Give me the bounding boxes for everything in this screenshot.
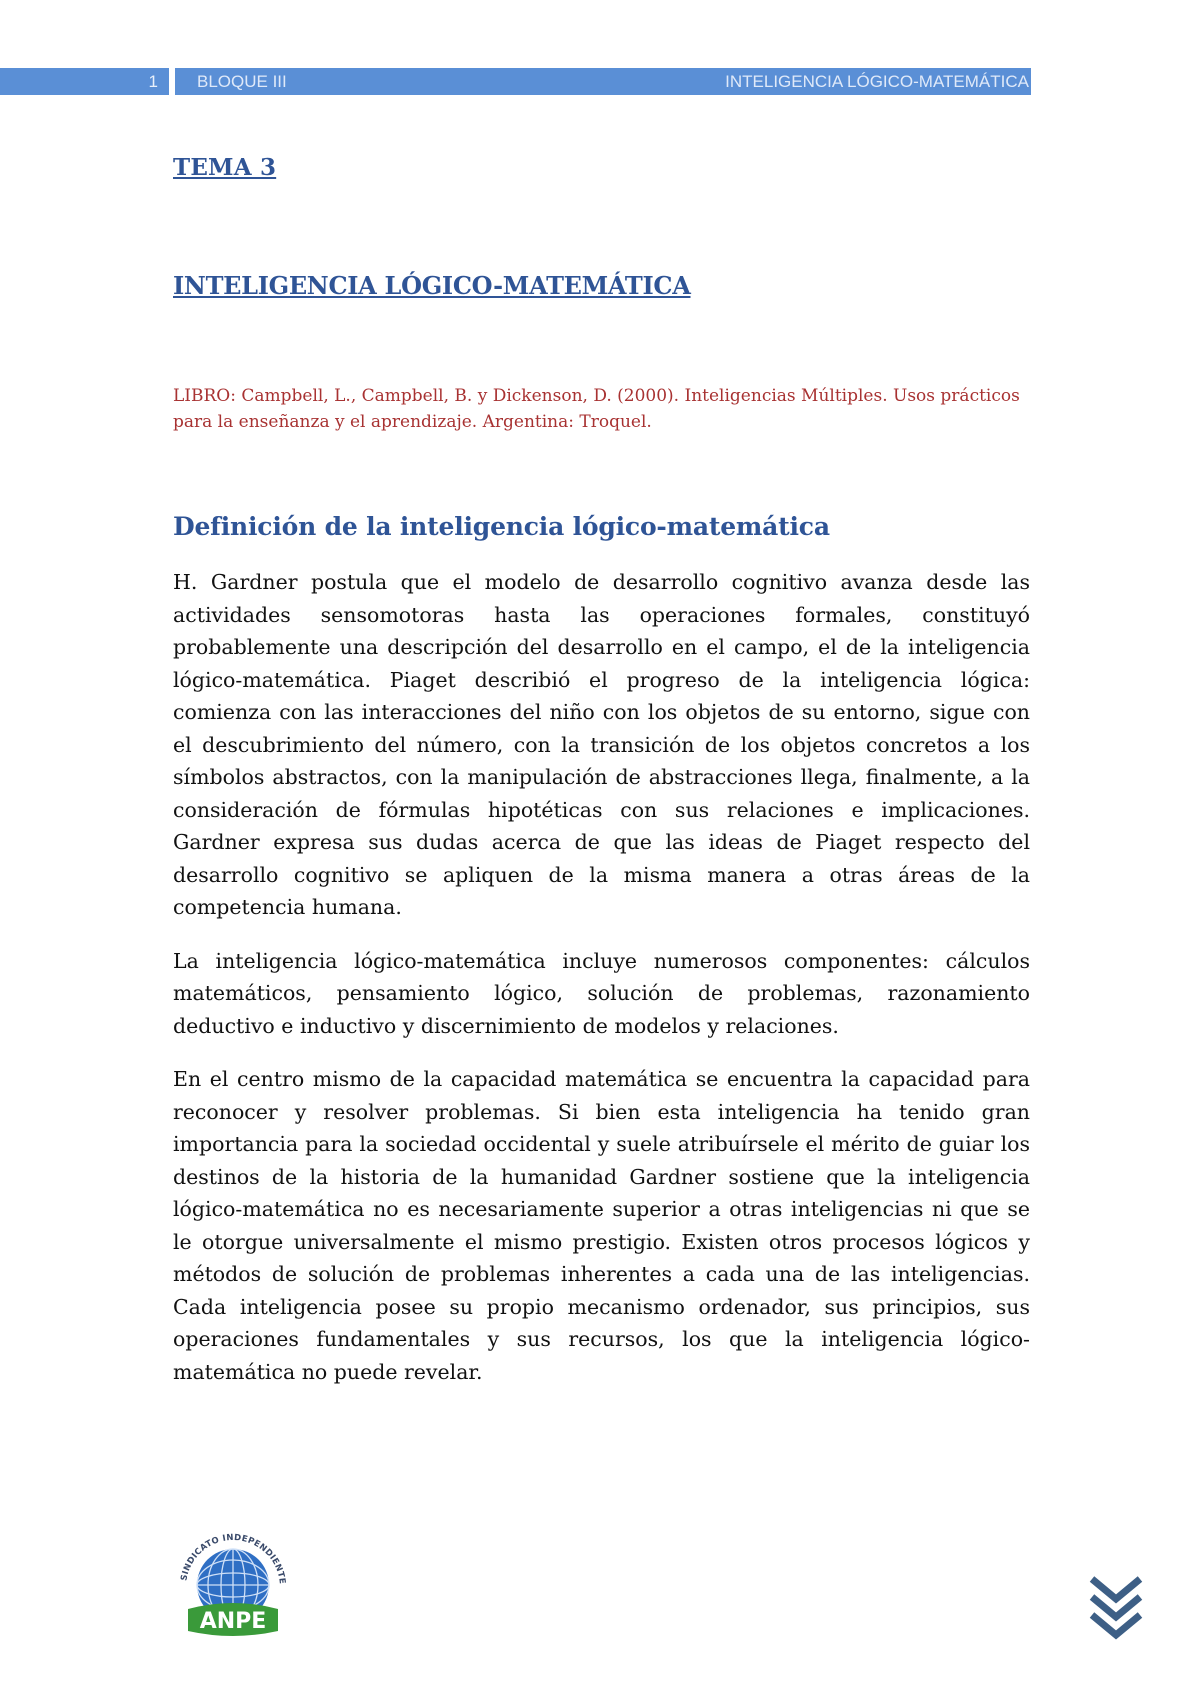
paragraph-1: H. Gardner postula que el modelo de desarrollo cognitivo avanza desde las actividades sensomotoras hasta las operaciones formales, constituyó probablemente una descripción del desarrollo en el campo, el de la inteligencia lógico-matemática. Piaget describió el progreso de la inteligencia lógica: comienza con las interacciones del niño con los objetos de su entorno, sigue con el descubrimiento del número, con la transición de los objetos concretos a los símbolos abstractos, con la manipulación de abstracciones llega, finalmente, a la consideración de fórmulas hipotéticas con sus relaciones e implicaciones. Gardner expresa sus dudas acerca de que las ideas de Piaget respecto del desarrollo cognitivo se apliquen de la misma manera a otras áreas de la competencia humana. — [173, 570, 1030, 919]
anpe-logo — [174, 1523, 292, 1641]
logo-arc-text: SINDICATO INDEPENDIENTE — [179, 1532, 287, 1585]
tema-heading: TEMA 3 — [173, 154, 277, 181]
header-block: BLOQUE III — [197, 71, 287, 91]
page-number: 1 — [0, 68, 169, 95]
section-heading: Definición de la inteligencia lógico-matemática — [173, 512, 830, 541]
page-header-bar — [0, 68, 1031, 95]
header-topic: INTELIGENCIA LÓGICO-MATEMÁTICA — [725, 71, 1029, 91]
book-reference: LIBRO: Campbell, L., Campbell, B. y Dickenson, D. (2000). Inteligencias Múltiples. Usos prácticos para la enseñanza y el aprendizaje. Argentina: Troquel. — [173, 386, 1020, 432]
paragraph-2: La inteligencia lógico-matemática incluye numerosos componentes: cálculos matemáticos, pensamiento lógico, solución de problemas, razonamiento deductivo e inductivo y discernimiento de modelos y relaciones. — [173, 948, 1030, 1038]
document-title: INTELIGENCIA LÓGICO-MATEMÁTICA — [173, 271, 691, 300]
paragraph-3: En el centro mismo de la capacidad matemática se encuentra la capacidad para reconocer y resolver problemas. Si bien esta inteligencia ha tenido gran importancia para la sociedad occidental y suele atribuírsele el mérito de guiar los destinos de la historia de la humanidad Gardner sostiene que la inteligencia lógico-matemática no es necesariamente superior a otras inteligencias ni que se le otorgue universalmente el mismo prestigio. Existen otros procesos lógicos y métodos de solución de problemas inherentes a cada una de las inteligencias. Cada inteligencia posee su propio mecanismo ordenador, sus principios, sus operaciones fundamentales y sus recursos, los que la inteligencia lógico-matemática no puede revelar. — [173, 1067, 1030, 1384]
header-main — [175, 68, 1031, 95]
logo-name: ANPE — [199, 1609, 267, 1634]
body-text — [173, 566, 1030, 1409]
chevron-down-icon — [1086, 1573, 1146, 1653]
